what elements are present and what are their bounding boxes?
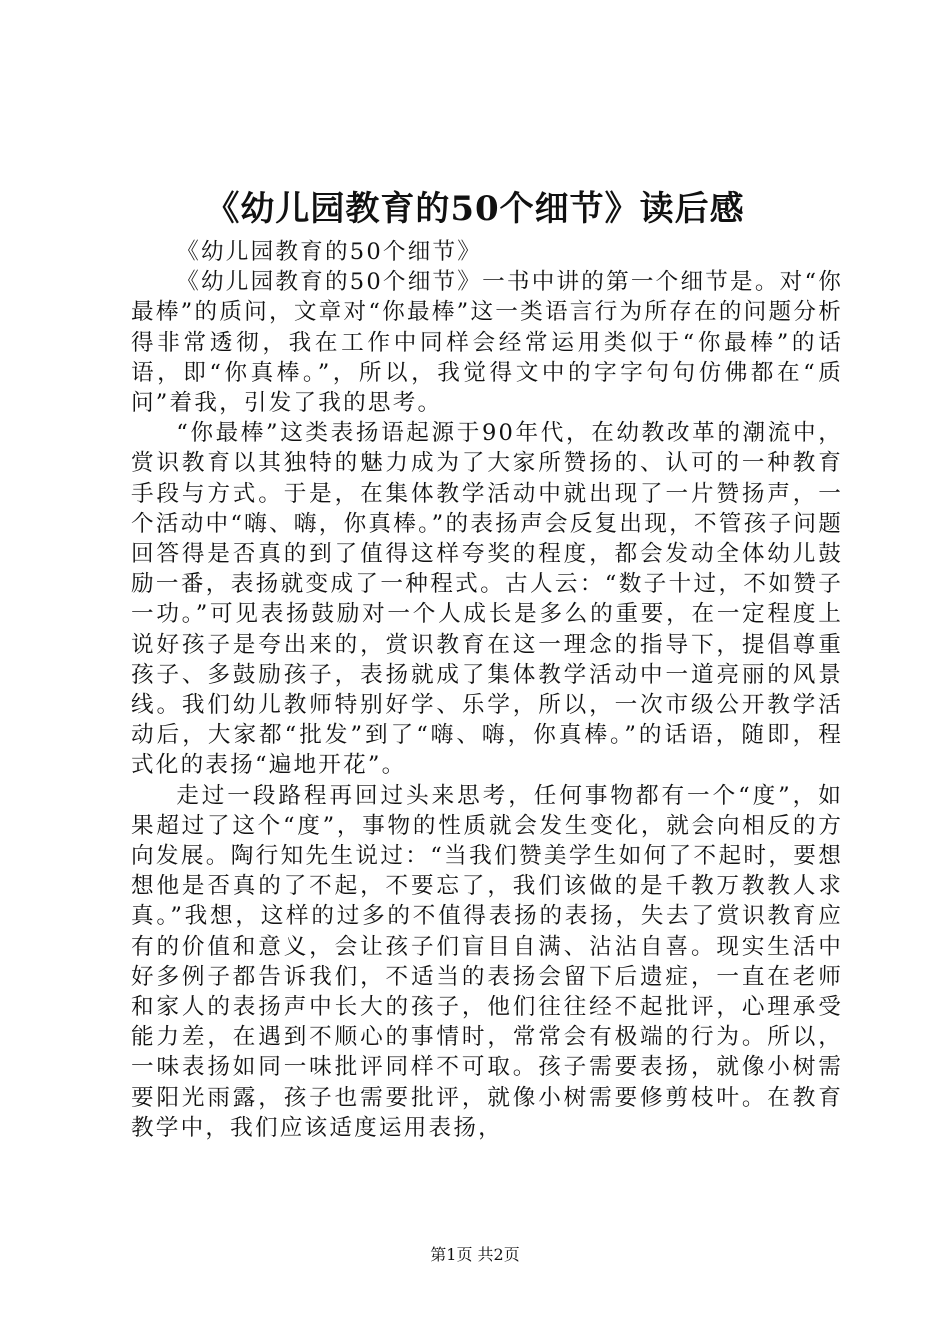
paragraph: 走过一段路程再回过头来思考，任何事物都有一个“度”，如果超过了这个“度”，事物的性质就会发生变化，就会向相反的方向发展。陶行知先生说过：“当我们赞美学生如何了不起时，要想想他是否真的了不起，不要忘了，我们该做的是千教万教教人求真。”我想，这样的过多的不值得表扬的表扬，失去了赏识教育应有的价值和意义，会让孩子们盲目自满、沾沾自喜。现实生活中好多例子都告诉我们，不适当的表扬会留下后遗症，一直在老师和家人的表扬声中长大的孩子，他们往往经不起批评，心理承受能力差，在遇到不顺心的事情时，常常会有极端的行为。所以，一味表扬如同一味批评同样不可取。孩子需要表扬，就像小树需要阳光雨露，孩子也需要批评，就像小树需要修剪枝叶。在教育教学中，我们应该适度运用表扬，: [131, 782, 843, 1141]
document-title: 《幼儿园教育的50个细节》读后感: [205, 189, 745, 229]
page-number-footer: 第1页 共2页: [430, 1245, 520, 1264]
paragraph: “你最棒”这类表扬语起源于90年代，在幼教改革的潮流中，赏识教育以其独特的魅力成为了大家所赞扬的、认可的一种教育手段与方式。于是，在集体教学活动中就出现了一片赞扬声，一个活动中“嗨、嗨，你真棒。”的表扬声会反复出现，不管孩子问题回答得是否真的到了值得这样夸奖的程度，都会发动全体幼儿鼓励一番，表扬就变成了一种程式。古人云：“数子十过，不如赞子一功。”可见表扬鼓励对一个人成长是多么的重要，在一定程度上说好孩子是夸出来的，赏识教育在这一理念的指导下，提倡尊重孩子、多鼓励孩子，表扬就成了集体教学活动中一道亮丽的风景线。我们幼儿教师特别好学、乐学，所以，一次市级公开教学活动后，大家都“批发”到了“嗨、嗨，你真棒。”的话语，随即，程式化的表扬“遍地开花”。: [131, 420, 843, 779]
paragraph: 《幼儿园教育的50个细节》一书中讲的第一个细节是。对“你最棒”的质问，文章对“你最棒”这一类语言行为所存在的问题分析得非常透彻，我在工作中同样会经常运用类似于“你最棒”的话语，即“你真棒。”，所以，我觉得文中的字字句句仿佛都在“质问”着我，引发了我的思考。: [131, 269, 843, 417]
document-body: [131, 237, 843, 1143]
paragraph: 《幼儿园教育的50个细节》: [176, 239, 483, 265]
